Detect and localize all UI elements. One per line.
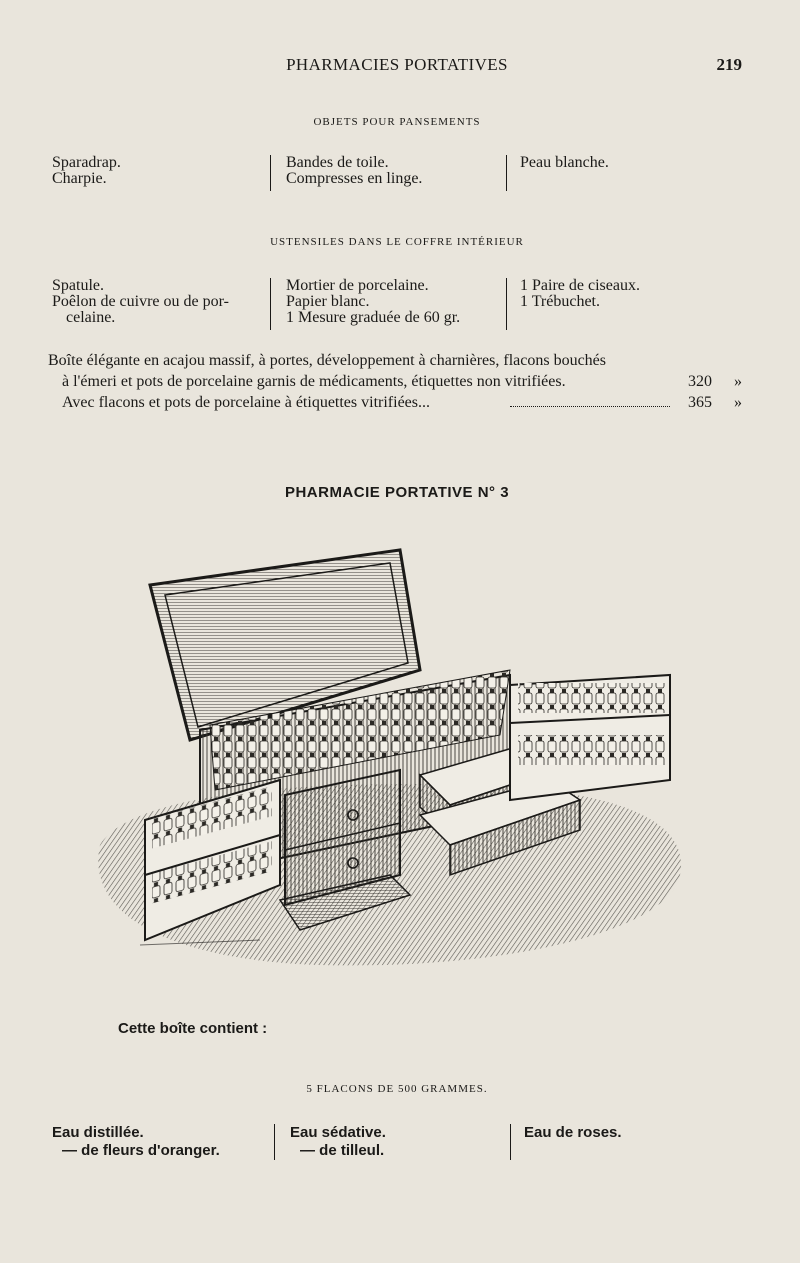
price-amount: 365 [688,394,712,411]
flacons-col-3 [524,1124,622,1142]
list-item: Eau distillée. [52,1124,144,1141]
list-item: Compresses en linge. [286,170,423,187]
column-rule [270,278,271,330]
list-item: Peau blanche. [520,154,609,171]
utensils-columns [52,278,742,332]
dot-leader [510,406,670,407]
column-rule [510,1124,511,1160]
price-text: Avec flacons et pots de porcelaine à étiquettes vitrifiées... [62,394,430,411]
ditto-mark: » [734,373,742,390]
flacons-columns [52,1124,742,1164]
column-rule [274,1124,275,1160]
list-item: Papier blanc. [286,293,370,310]
list-item: Eau de roses. [524,1124,622,1141]
section-heading-utensils: USTENSILES DANS LE COFFRE INTÉRIEUR [270,236,524,248]
list-item: Mortier de porcelaine. [286,277,429,294]
page-number: 219 [716,55,742,74]
list-item: 1 Mesure graduée de 60 gr. [286,309,461,326]
column-rule [270,155,271,191]
price-line [52,371,742,392]
utensils-col-3 [520,278,640,310]
list-item: Poêlon de cuivre ou de por- [52,293,229,310]
running-title: PHARMACIES PORTATIVES [286,55,508,74]
price-text: à l'émeri et pots de porcelaine garnis de médicaments, étiquettes non vitrifiées. [62,373,566,390]
utensils-col-1 [52,278,229,326]
price-text: Boîte élégante en acajou massif, à portes, développement à charnières, flacons bouchés [48,352,606,369]
list-item: — de fleurs d'oranger. [62,1142,220,1159]
pharmacy-chest-engraving [90,545,690,975]
section-heading-flacons: 5 FLACONS DE 500 GRAMMES. [306,1083,488,1095]
running-head [52,55,742,79]
section-heading-dressings: OBJETS POUR PANSEMENTS [313,116,481,128]
dressings-columns [52,155,742,195]
flacons-col-2 [290,1124,386,1160]
list-item: Sparadrap. [52,154,121,171]
price-line [52,392,742,413]
list-item: 1 Paire de ciseaux. [520,277,640,294]
contents-intro: Cette boîte contient : [118,1020,268,1037]
flacons-col-1 [52,1124,220,1160]
pharmacy-title: PHARMACIE PORTATIVE N° 3 [284,484,510,501]
list-item: Eau sédative. [290,1124,386,1141]
list-item: Charpie. [52,170,107,187]
dressings-col-2 [286,155,422,187]
ditto-mark: » [734,394,742,411]
price-block [48,350,742,413]
column-rule [506,278,507,330]
list-item: — de tilleul. [300,1142,385,1159]
dressings-col-3 [520,155,609,171]
dressings-col-1 [52,155,121,187]
price-line [48,350,742,371]
utensils-col-2 [286,278,460,326]
column-rule [506,155,507,191]
list-item: 1 Trébuchet. [520,293,600,310]
list-item: celaine. [66,309,116,326]
list-item: Spatule. [52,277,104,294]
list-item: Bandes de toile. [286,154,389,171]
price-amount: 320 [688,373,712,390]
